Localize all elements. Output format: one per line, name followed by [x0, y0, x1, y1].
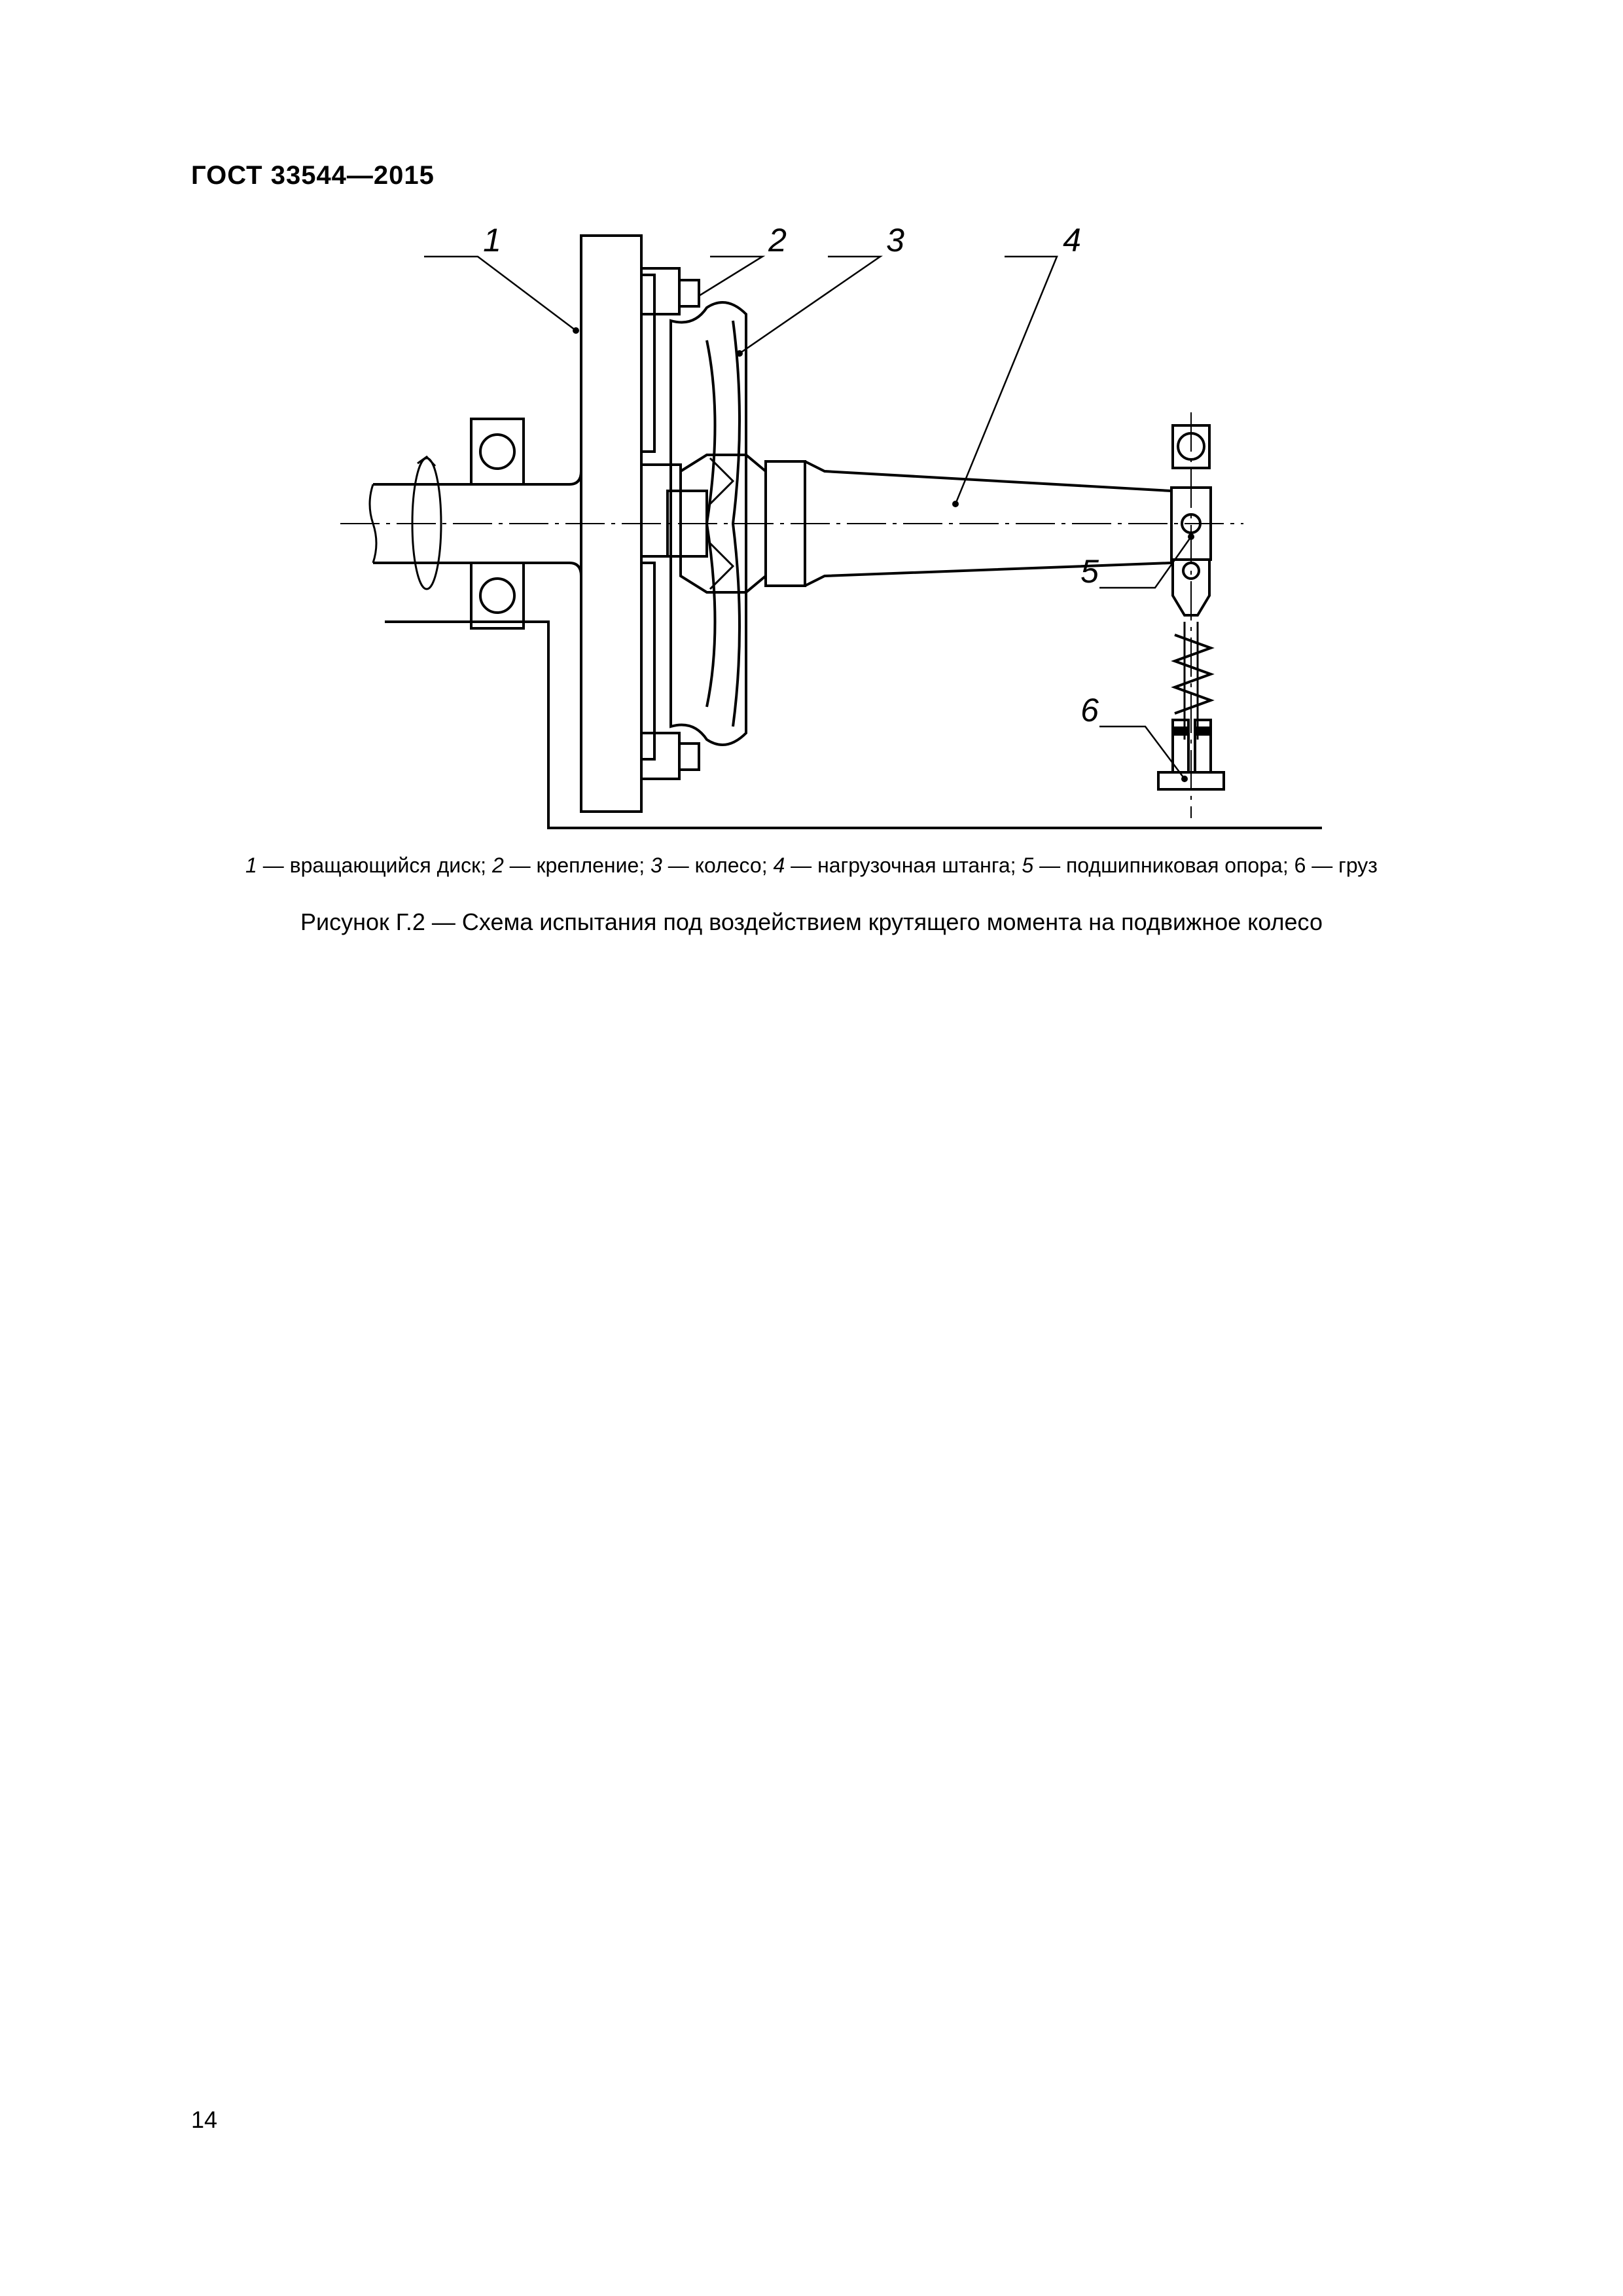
label-4: 4	[1063, 223, 1081, 259]
page-number: 14	[191, 2106, 218, 2133]
clamp-bottom	[641, 733, 679, 779]
legend-item: 6 — груз	[1294, 853, 1378, 877]
test-scheme-figure	[340, 223, 1374, 844]
test-scheme-drawing	[340, 223, 1374, 844]
figure-caption: Рисунок Г.2 — Схема испытания под воздействием крутящего момента на подвижное колесо	[300, 908, 1323, 935]
document-standard-number: ГОСТ 33544—2015	[191, 161, 435, 190]
legend-item: 1 — вращающийся диск;	[245, 853, 492, 877]
spring	[1175, 635, 1211, 713]
label-1: 1	[483, 223, 501, 259]
legend-item: 2 — крепление;	[491, 853, 651, 877]
label-2: 2	[768, 223, 787, 259]
legend-item: 4 — нагрузочная штанга;	[773, 853, 1022, 877]
label-6: 6	[1080, 692, 1099, 728]
label-3: 3	[886, 223, 904, 259]
label-5: 5	[1080, 553, 1099, 590]
figure-legend	[191, 853, 1432, 878]
legend-item: 5 — подшипниковая опора;	[1022, 853, 1294, 877]
legend-item: 3 — колесо;	[651, 853, 774, 877]
base-frame	[385, 622, 1322, 828]
